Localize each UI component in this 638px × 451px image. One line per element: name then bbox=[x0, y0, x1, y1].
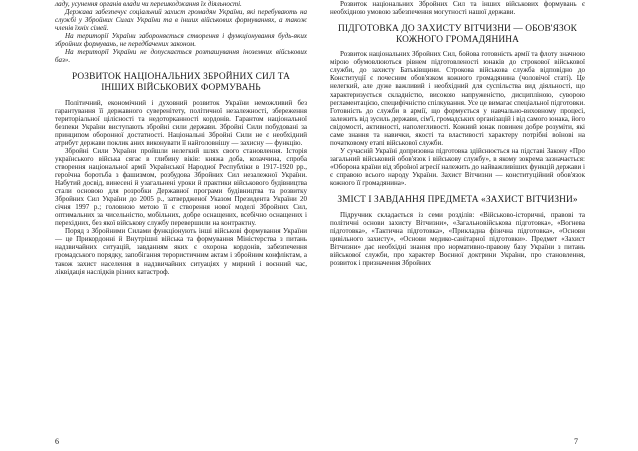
italic-paragraph: Держава забезпечує соціальний захист громадян України, які перебувають на службі у Збройних Силах України та в інших військових формуваннях, а також членів їхніх сімей. bbox=[55, 8, 307, 33]
body-paragraph: У сучасній Україні допризовна підготовка здійснюється на підставі Закону «Про загальний військовий обов'язок і військову службу», в якому зокрема зазначається: «Оборона країни від зброїної агресії належить до найважливіших функцій держави і є справою всього народу України. Захист Вітчизни — конституційний обов'язок кожного її громадянина». bbox=[330, 146, 585, 188]
body-paragraph: Політичний, економічний і духовний розвиток України неможливий без гарантування її державного суверенітету, політичної незалежності, збереження територіальної цілісності та недоторканності кордонів. Гарантом національної безпеки України виступають збройні сили держави. Збройні Сили побудовані за принципом оборонної достатності. Національні Збройні Сили не є необхідний атрибут держави поклик аних виконувати її найголовнішу — захисну — функцію. bbox=[55, 98, 307, 147]
page-number-left: 6 bbox=[55, 437, 59, 446]
italic-paragraph: На території України забороняється створення і функціонування будь-яких збройних формувань, не передбачених законом. bbox=[55, 32, 307, 49]
body-paragraph: Розвиток національних Збройних Сил, бойова готовність армії та флоту значною мірою обумовлюються рівнем підготовленості юнаків до строкової військової служби, до захисту Батьківщини. Строкова військова служба відповідно до Конституції є почесним обов'язком кожного громадянина (чоловічої статі). Це нелегкий, але дуже важливий і необхідний для суспільства вид діяльності, що характеризується складністю, високою напруженістю, дисципліною, суворою регламентацією, специфічністю спілкування. Усе це вимагає спеціальної підготовки. Готовність до служби в армії, що формується у навчально-виховному процесі, залежить від зусиль держави, сім'ї, громадських організацій і від самого юнака, його свідомості, активності, наполегливості. Кожний юнак повинен добре розуміти, які саме знання та навички, якості та властивості характеру потрібні воїнові на початковому етапі військової служби. bbox=[330, 50, 585, 147]
left-page bbox=[55, 0, 307, 451]
body-paragraph: Поряд з Збройними Силами функціонують інші військові формування України — це Прикордонні й Внутрішні війська та формування Міністерства з питань надзвичайних ситуацій, завданням яких є охорона кордонів, забезпечення громадського порядку, запобігання терористичним актам і збройним конфліктам, а також захист населення в надзвичайних ситуаціях у мирний і воєнний час, ліквідація наслідків різних катастроф. bbox=[55, 227, 307, 276]
right-page bbox=[330, 0, 585, 451]
italic-paragraph: ладу, усунення органів влади чи перешкоджання їх діяльності. bbox=[55, 0, 242, 8]
body-paragraph: Розвиток національних Збройних Сил та інших військових формувань є необхідною умовою забезпечення могутності нашої держави. bbox=[330, 0, 585, 17]
section-heading: ПІДГОТОВКА ДО ЗАХИСТУ ВІТЧИЗНИ — ОБОВ'ЯЗОК КОЖНОГО ГРОМАДЯНИНА bbox=[338, 24, 577, 45]
page-number-right: 7 bbox=[574, 437, 578, 446]
italic-block bbox=[55, 0, 307, 64]
section-heading: ЗМІСТ І ЗАВДАННЯ ПРЕДМЕТА «ЗАХИСТ ВІТЧИЗНИ» bbox=[337, 195, 578, 206]
body-paragraph: Збройні Сили України пройшли нелегкий шлях свого становлення. Історія українського війська сягає в глибину віків: княжа доба, козаччина, спроба створення національної армії Української Народної Республіки в 1917-1920 рр., героїчна боротьба з фашизмом, розбудова Збройних Сил незалежної України. Набутий досвід, винесені й узагальнені уроки й практики військового будівництва стали основою для розробки Державної програми будівництва та розвитку Збройних Сил України до 2005 р., затвердженої Указом Президента України 20 січня 1997 р.; головною метою її є створення нової моделі Збройних Сил, оптимальних за чисельністю, мобільних, добре оснащених, всебічно оснащених і перехідних, без якої військову службу перевершили на контрактну. bbox=[55, 146, 307, 228]
section-heading: РОЗВИТОК НАЦІОНАЛЬНИХ ЗБРОЙНИХ СИЛ ТА ІНШИХ ВІЙСЬКОВИХ ФОРМУВАНЬ bbox=[72, 72, 290, 93]
body-paragraph: Підручник складається із семи розділів: «Військово-історичні, правові та політичні основи захисту Вітчизни», «Загальновійськова підготовка», «Вогнева підготовка», «Тактична підготовка», «Прикладна фізична підготовка», «Основи цивільного захисту», «Основи медико-санітарної підготовки». Предмет «Захист Вітчизни» дає необхідні знання про нормативно-правову базу України з питань військової служби, про характер Воєнної доктрини України, про становлення, розвиток і призначення Збройних bbox=[330, 210, 585, 267]
italic-paragraph: На території України не допускається розташування іноземних військових баз». bbox=[55, 48, 307, 65]
